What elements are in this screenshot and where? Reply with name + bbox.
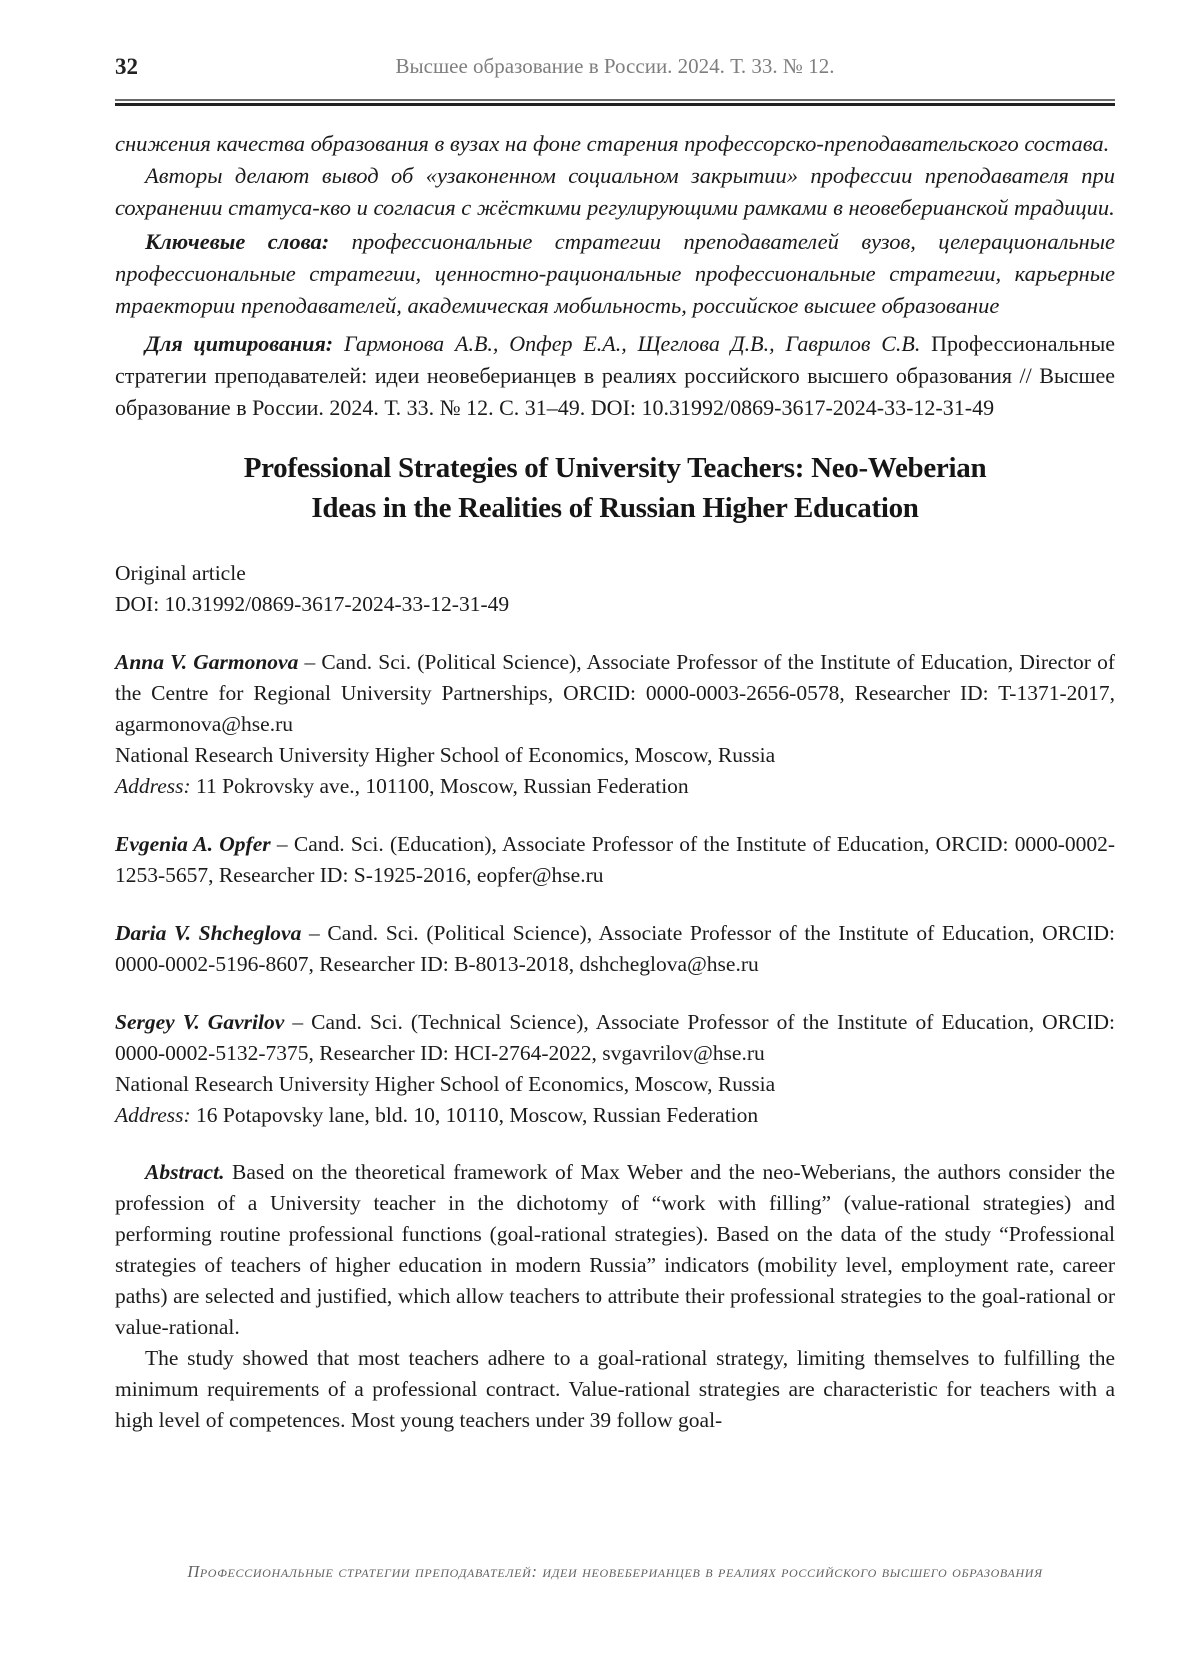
author-bio: Cand. Sci. (Education), Associate Professor of the Institute of Education, ORCID: 0000-0002-1253-5657, Researcher ID: S-1925-2016, eopfer@hse.ru [115, 832, 1116, 887]
author-bio-line [115, 918, 1115, 980]
journal-header-title: Высшее образование в России. 2024. Т. 33. № 12. [395, 54, 835, 78]
keywords-text: профессиональные стратегии преподавателей вузов, целерациональные профессиональные стратегии, ценностно-рациональные профессиональные стратегии, карьерные траектории преподавателей, академическая мобильность, российское высшее образование [115, 229, 1116, 318]
page-number: 32 [115, 54, 138, 79]
annotation-text-1: снижения качества образования в вузах на фоне старения профессорско-преподавательского состава. [115, 131, 1110, 156]
dash-separator: – [292, 1010, 304, 1034]
article-title-english [115, 448, 1115, 528]
abstract-paragraph-1 [115, 1157, 1115, 1343]
abstract-label: Abstract. [145, 1160, 225, 1184]
address-label: Address: [115, 1103, 191, 1127]
article-meta [115, 558, 1115, 620]
article-content [115, 128, 1115, 1436]
author-address-line [115, 771, 1115, 802]
citation-text: Профессиональные стратегии преподавателей: идеи неовеберианцев в реалиях российского высшего образования // Высшее образование в России. 2024. Т. 33. № 12. С. 31–49. DOI: 10.31992/0869-3617-2024-33-12-31-49 [115, 331, 1115, 420]
author-block-opfer [115, 829, 1115, 891]
abstract-text-2: The study showed that most teachers adhere to a goal-rational strategy, limiting themselves to fulfilling the minimum requirements of a professional contract. Value-rational strategies are characteristic for teachers with a high level of competences. Most young teachers under 39 follow goal- [115, 1346, 1115, 1432]
author-name: Evgenia A. Opfer [115, 832, 271, 856]
running-footer-title: Профессиональные стратегии преподавателей: идеи неовеберианцев в реалиях российского высшего образования [187, 1562, 1043, 1581]
header-rule [115, 99, 1115, 106]
address-label: Address: [115, 774, 191, 798]
author-name: Daria V. Shcheglova [115, 921, 302, 945]
dash-separator: – [304, 650, 316, 674]
author-block-garmonova [115, 647, 1115, 802]
author-address-line [115, 1100, 1115, 1131]
title-line-1: Professional Strategies of University Teachers: Neo-Weberian [243, 452, 987, 484]
keywords-label: Ключевые слова: [145, 229, 330, 254]
author-bio: Cand. Sci. (Technical Science), Associate Professor of the Institute of Education, ORCID: 0000-0002-5132-7375, Researcher ID: HCI-2764-2022, svgavrilov@hse.ru [115, 1010, 1116, 1065]
author-bio: Cand. Sci. (Political Science), Associate Professor of the Institute of Education, ORCID: 0000-0002-5196-8607, Researcher ID: B-8013-2018, dshcheglova@hse.ru [115, 921, 1115, 976]
author-address: 16 Potapovsky lane, bld. 10, 10110, Moscow, Russian Federation [196, 1103, 759, 1127]
author-block-gavrilov [115, 1007, 1115, 1131]
author-affiliation: National Research University Higher School of Economics, Moscow, Russia [115, 1072, 776, 1096]
article-doi: DOI: 10.31992/0869-3617-2024-33-12-31-49 [115, 592, 510, 616]
citation-paragraph [115, 328, 1115, 424]
dash-separator: – [276, 832, 288, 856]
annotation-text-2: Авторы делают вывод об «узаконенном социальном закрытии» профессии преподавателя при сохранении статуса-кво и согласия с жёсткими регулирующими рамками в неовеберианской традиции. [115, 163, 1115, 220]
abstract-section [115, 1157, 1115, 1436]
author-address: 11 Pokrovsky ave., 101100, Moscow, Russian Federation [196, 774, 689, 798]
author-affiliation: National Research University Higher School of Economics, Moscow, Russia [115, 743, 776, 767]
citation-authors: Гармонова А.В., Опфер Е.А., Щеглова Д.В., Гаврилов С.В. [343, 331, 921, 356]
running-header [115, 0, 1115, 82]
annotation-paragraph-2 [115, 160, 1115, 224]
title-line-2: Ideas in the Realities of Russian Higher Education [311, 492, 919, 524]
author-bio-line [115, 647, 1115, 740]
author-block-shcheglova [115, 918, 1115, 980]
article-type: Original article [115, 561, 246, 585]
abstract-paragraph-2 [115, 1343, 1115, 1436]
citation-label: Для цитирования: [145, 331, 334, 356]
author-bio-line [115, 1007, 1115, 1069]
author-name: Sergey V. Gavrilov [115, 1010, 285, 1034]
author-bio-line [115, 829, 1115, 891]
keywords-paragraph [115, 226, 1115, 322]
author-bio: Cand. Sci. (Political Science), Associate Professor of the Institute of Education, Director of the Centre for Regional University Partnerships, ORCID: 0000-0003-2656-0578, Researcher ID: T-1371-2017, agarmonova@hse.ru [115, 650, 1116, 736]
abstract-text-1: Based on the theoretical framework of Max Weber and the neo-Weberians, the authors consider the profession of a University teacher in the dichotomy of “work with filling” (value-rational strategies) and performing routine professional functions (goal-rational strategies). Based on the data of the study “Professional strategies of teachers of higher education in modern Russia” indicators (mobility level, employment rate, career paths) are selected and justified, which allow teachers to attribute their professional strategies to the goal-rational or value-rational. [115, 1160, 1115, 1339]
author-name: Anna V. Garmonova [115, 650, 299, 674]
annotation-paragraph-1 [115, 128, 1115, 160]
dash-separator: – [309, 921, 320, 945]
